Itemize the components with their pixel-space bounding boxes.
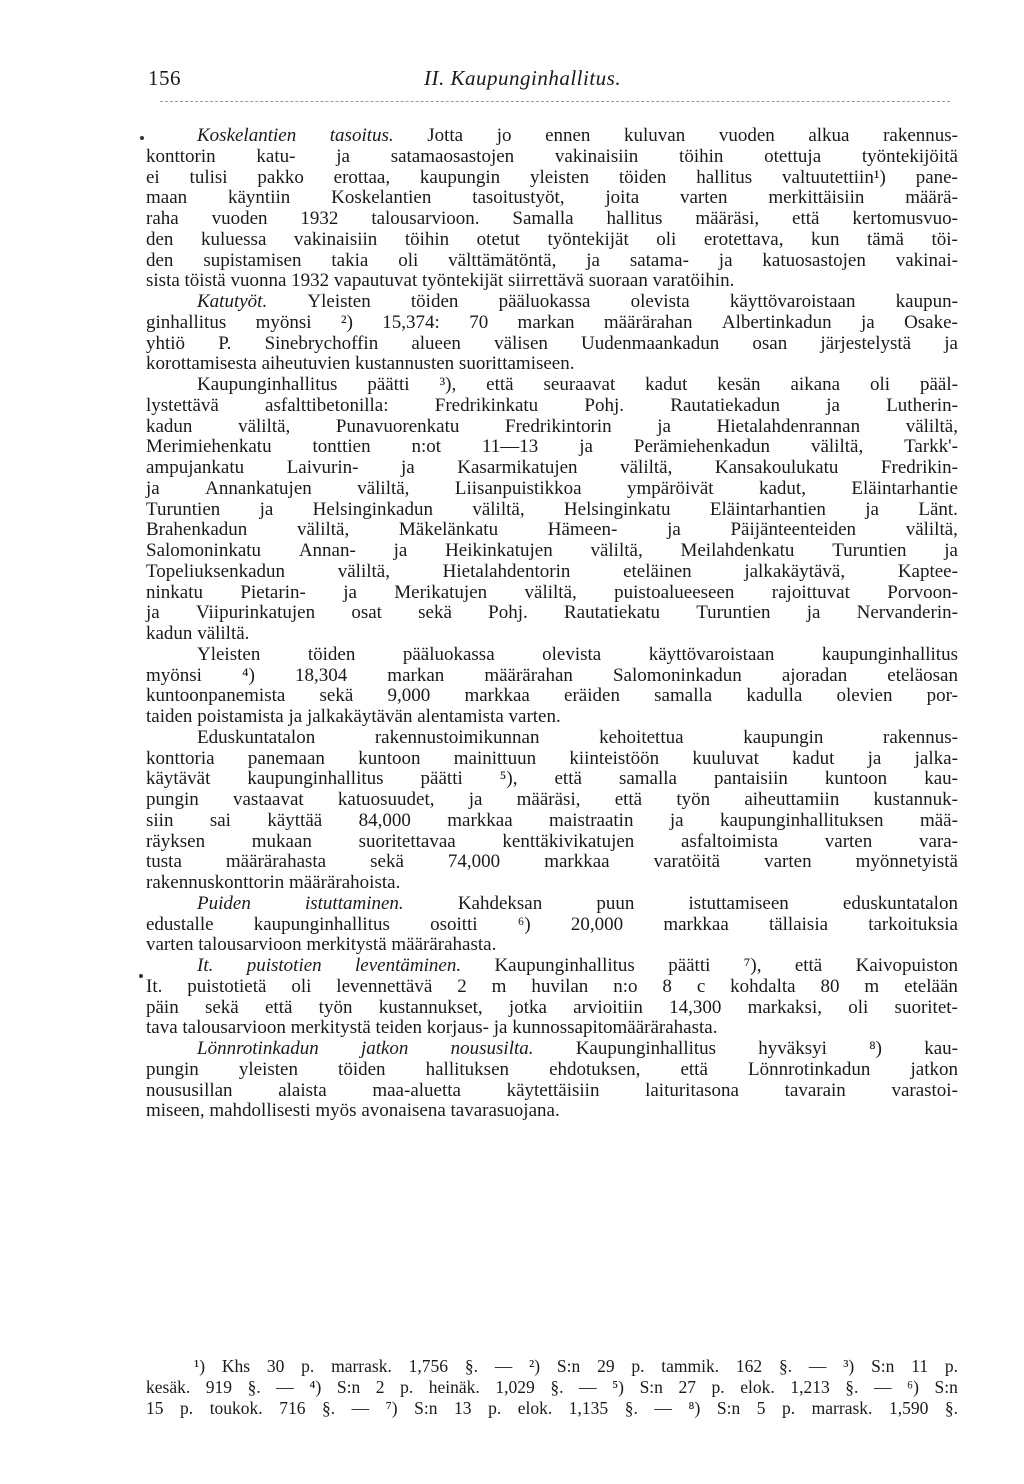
running-title: II. Kaupunginhallitus. [424,66,622,90]
text-line: tava talousarvioon merkitystä teiden korjaus- ja kunnossapitomäärärahasta. [146,1017,718,1039]
text-line: konttoria panemaan kuntoon mainittuun kiinteistöön kuuluvat kadut ja jalka- [146,747,958,769]
text-line: ja Annankatujen väliltä, Liisanpuistikkoa ympäröivät kadut, Eläintarhantie [146,477,958,499]
text-line: noususillan alaista maa-aluetta käytettäisiin laituritasona tavarain varastoi- [146,1079,958,1101]
text-line: pungin vastaavat katuosuudet, ja määräsi, että työn aiheuttamiin kustannuk- [146,789,958,810]
text-line: varten talousarvioon merkitystä määrärahasta. [146,934,497,956]
paragraph [146,1039,958,1122]
text-line: tusta määrärahasta sekä 74,000 markkaa varatöitä varten myönnetyistä [146,851,958,873]
text-line: pungin yleisten töiden hallituksen ehdotuksen, että Lönnrotinkadun jatkon [146,1058,958,1080]
text-line: taiden poistamista ja jalkakäytävän alentamista varten. [146,706,561,727]
text-line: konttorin katu- ja satamaosastojen vakinaisiin töihin otettuja työntekijöitä [146,145,958,167]
text-line: Topeliuksenkadun väliltä, Hietalahdentorin eteläinen jalkakäytävä, Kaptee- [146,560,958,582]
text-line: käytävät kaupunginhallitus päätti ⁵), että samalla pantaisiin kuntoon kau- [146,768,958,790]
text-line: Brahenkadun väliltä, Mäkelänkatu Hämeen- ja Päijänteenteiden väliltä, [146,519,958,541]
paragraph [146,956,958,1039]
text-line: Merimiehenkatu tonttien n:ot 11—13 ja Perämiehenkadun väliltä, Tarkk'- [146,436,958,458]
page-header [146,66,958,102]
text-line: Koskelantien tasoitus. Jotta jo ennen kuluvan vuoden alkua rakennus- [197,125,958,146]
text-line: ninkatu Pietarin- ja Merikatujen väliltä, puistoalueeseen rajoittuvat Porvoon- [146,581,958,603]
body-text [146,126,958,1122]
paragraph [146,645,958,728]
header-rule [160,101,950,102]
text-line: yhtiö P. Sinebrychoffin alueen välisen Uudenmaankadun osan järjestelystä ja [146,332,958,354]
text-line: kuntoonpanemista sekä 9,000 markkaa eräiden samalla kadulla olevien por- [146,685,958,707]
text-line: lystettävä asfalttibetonilla: Fredrikinkatu Pohj. Rautatiekadun ja Lutherin- [146,394,958,416]
text-line: myönsi ⁴) 18,304 markan määrärahan Salomoninkadun ajoradan eteläosan [146,664,958,686]
text-line: päin sekä että työn kustannukset, jotka arvioitiin 14,300 markaksi, oli suoritet- [146,996,958,1018]
text-line: raha vuoden 1932 talousarvioon. Samalla hallitus määräsi, että kertomusvuo- [146,208,958,229]
paragraph [146,728,958,894]
text-line: kadun väliltä. [146,623,250,644]
page-number: 156 [148,66,181,90]
paragraph [146,292,958,375]
footnote-line: kesäk. 919 §. — ⁴) S:n 2 p. heinäk. 1,029 §. — ⁵) S:n 27 p. elok. 1,213 §. — ⁶) S:n [146,1377,958,1397]
footnote-line: 15 p. toukok. 716 §. — ⁷) S:n 13 p. elok. 1,135 §. — ⁸) S:n 5 p. marrask. 1,590 §. [146,1398,958,1418]
text-line: ja Viipurinkatujen osat sekä Pohj. Rautatiekatu Turuntien ja Nervanderin- [146,602,958,624]
text-line: edustalle kaupunginhallitus osoitti ⁶) 20,000 markkaa tällaisia tarkoituksia [146,913,958,935]
text-line: miseen, mahdollisesti myös avonaisena tavarasuojana. [146,1100,560,1122]
text-line: räyksen mukaan suoritettavaa kenttäkivikatujen asfaltoimista varten vara- [146,830,958,852]
text-line: It. puistotietä oli levennettävä 2 m huvilan n:o 8 c kohdalta 80 m etelään [146,975,958,997]
text-line: Turuntien ja Helsinginkadun väliltä, Helsinginkatu Eläintarhantien ja Länt. [146,498,958,520]
text-line: kadun väliltä, Punavuorenkatu Fredrikintorin ja Hietalahdenrannan väliltä, [146,415,958,437]
text-line: korottamisesta aiheutuvien kustannusten suorittamiseen. [146,353,575,375]
text-line: Yleisten töiden pääluokassa olevista käyttövaroistaan kaupunginhallitus [197,643,958,665]
print-speck [139,974,143,978]
footnote-line: ¹) Khs 30 p. marrask. 1,756 §. — ²) S:n 29 p. tammik. 162 §. — ³) S:n 11 p. [194,1356,958,1376]
footnotes [146,1356,958,1419]
print-speck [140,136,144,140]
text-line: Katutyöt. Yleisten töiden pääluokassa olevista käyttövaroistaan kaupun- [197,291,958,312]
paragraph [146,375,958,645]
text-line: ei tulisi pakko erottaa, kaupungin yleisten töiden hallitus valtuutettiin¹) pane- [146,166,958,188]
text-line: Puiden istuttaminen. Kahdeksan puun istuttamiseen eduskuntatalon [197,892,958,914]
text-line: maan käyntiin Koskelantien tasoitustyöt, joita varten merkittäisiin määrä- [146,187,958,209]
text-line: sista töistä vuonna 1932 vapautuvat työntekijät siirrettävä suoraan varatöihin. [146,270,735,292]
text-line: Kaupunginhallitus päätti ³), että seuraavat kadut kesän aikana oli pääl- [197,374,958,395]
text-line: It. puistotien leventäminen. Kaupunginhallitus päätti ⁷), että Kaivopuiston [197,955,958,976]
text-line: rakennuskonttorin määrärahoista. [146,872,401,893]
text-line: den supistamisen takia oli välttämätöntä, ja satama- ja katuosastojen vakinai- [146,249,958,271]
text-line: Eduskuntatalon rakennustoimikunnan kehoitettua kaupungin rakennus- [197,726,958,748]
text-line: ampujankatu Laivurin- ja Kasarmikatujen väliltä, Kansakoulukatu Fredrikin- [146,457,958,478]
text-line: siin sai käyttää 84,000 markkaa maistraatin ja kaupunginhallituksen mää- [146,809,958,831]
text-line: Salomoninkatu Annan- ja Heikinkatujen väliltä, Meilahdenkatu Turuntien ja [146,540,958,561]
text-line: ginhallitus myönsi ²) 15,374: 70 markan määrärahan Albertinkadun ja Osake- [146,311,958,333]
text-line: Lönnrotinkadun jatkon noususilta. Kaupunginhallitus hyväksyi ⁸) kau- [197,1038,958,1059]
paragraph [146,894,958,956]
text-line: den kuluessa vakinaisiin töihin otetut työntekijät oli erotettava, kun tämä töi- [146,228,958,250]
paragraph [146,126,958,292]
